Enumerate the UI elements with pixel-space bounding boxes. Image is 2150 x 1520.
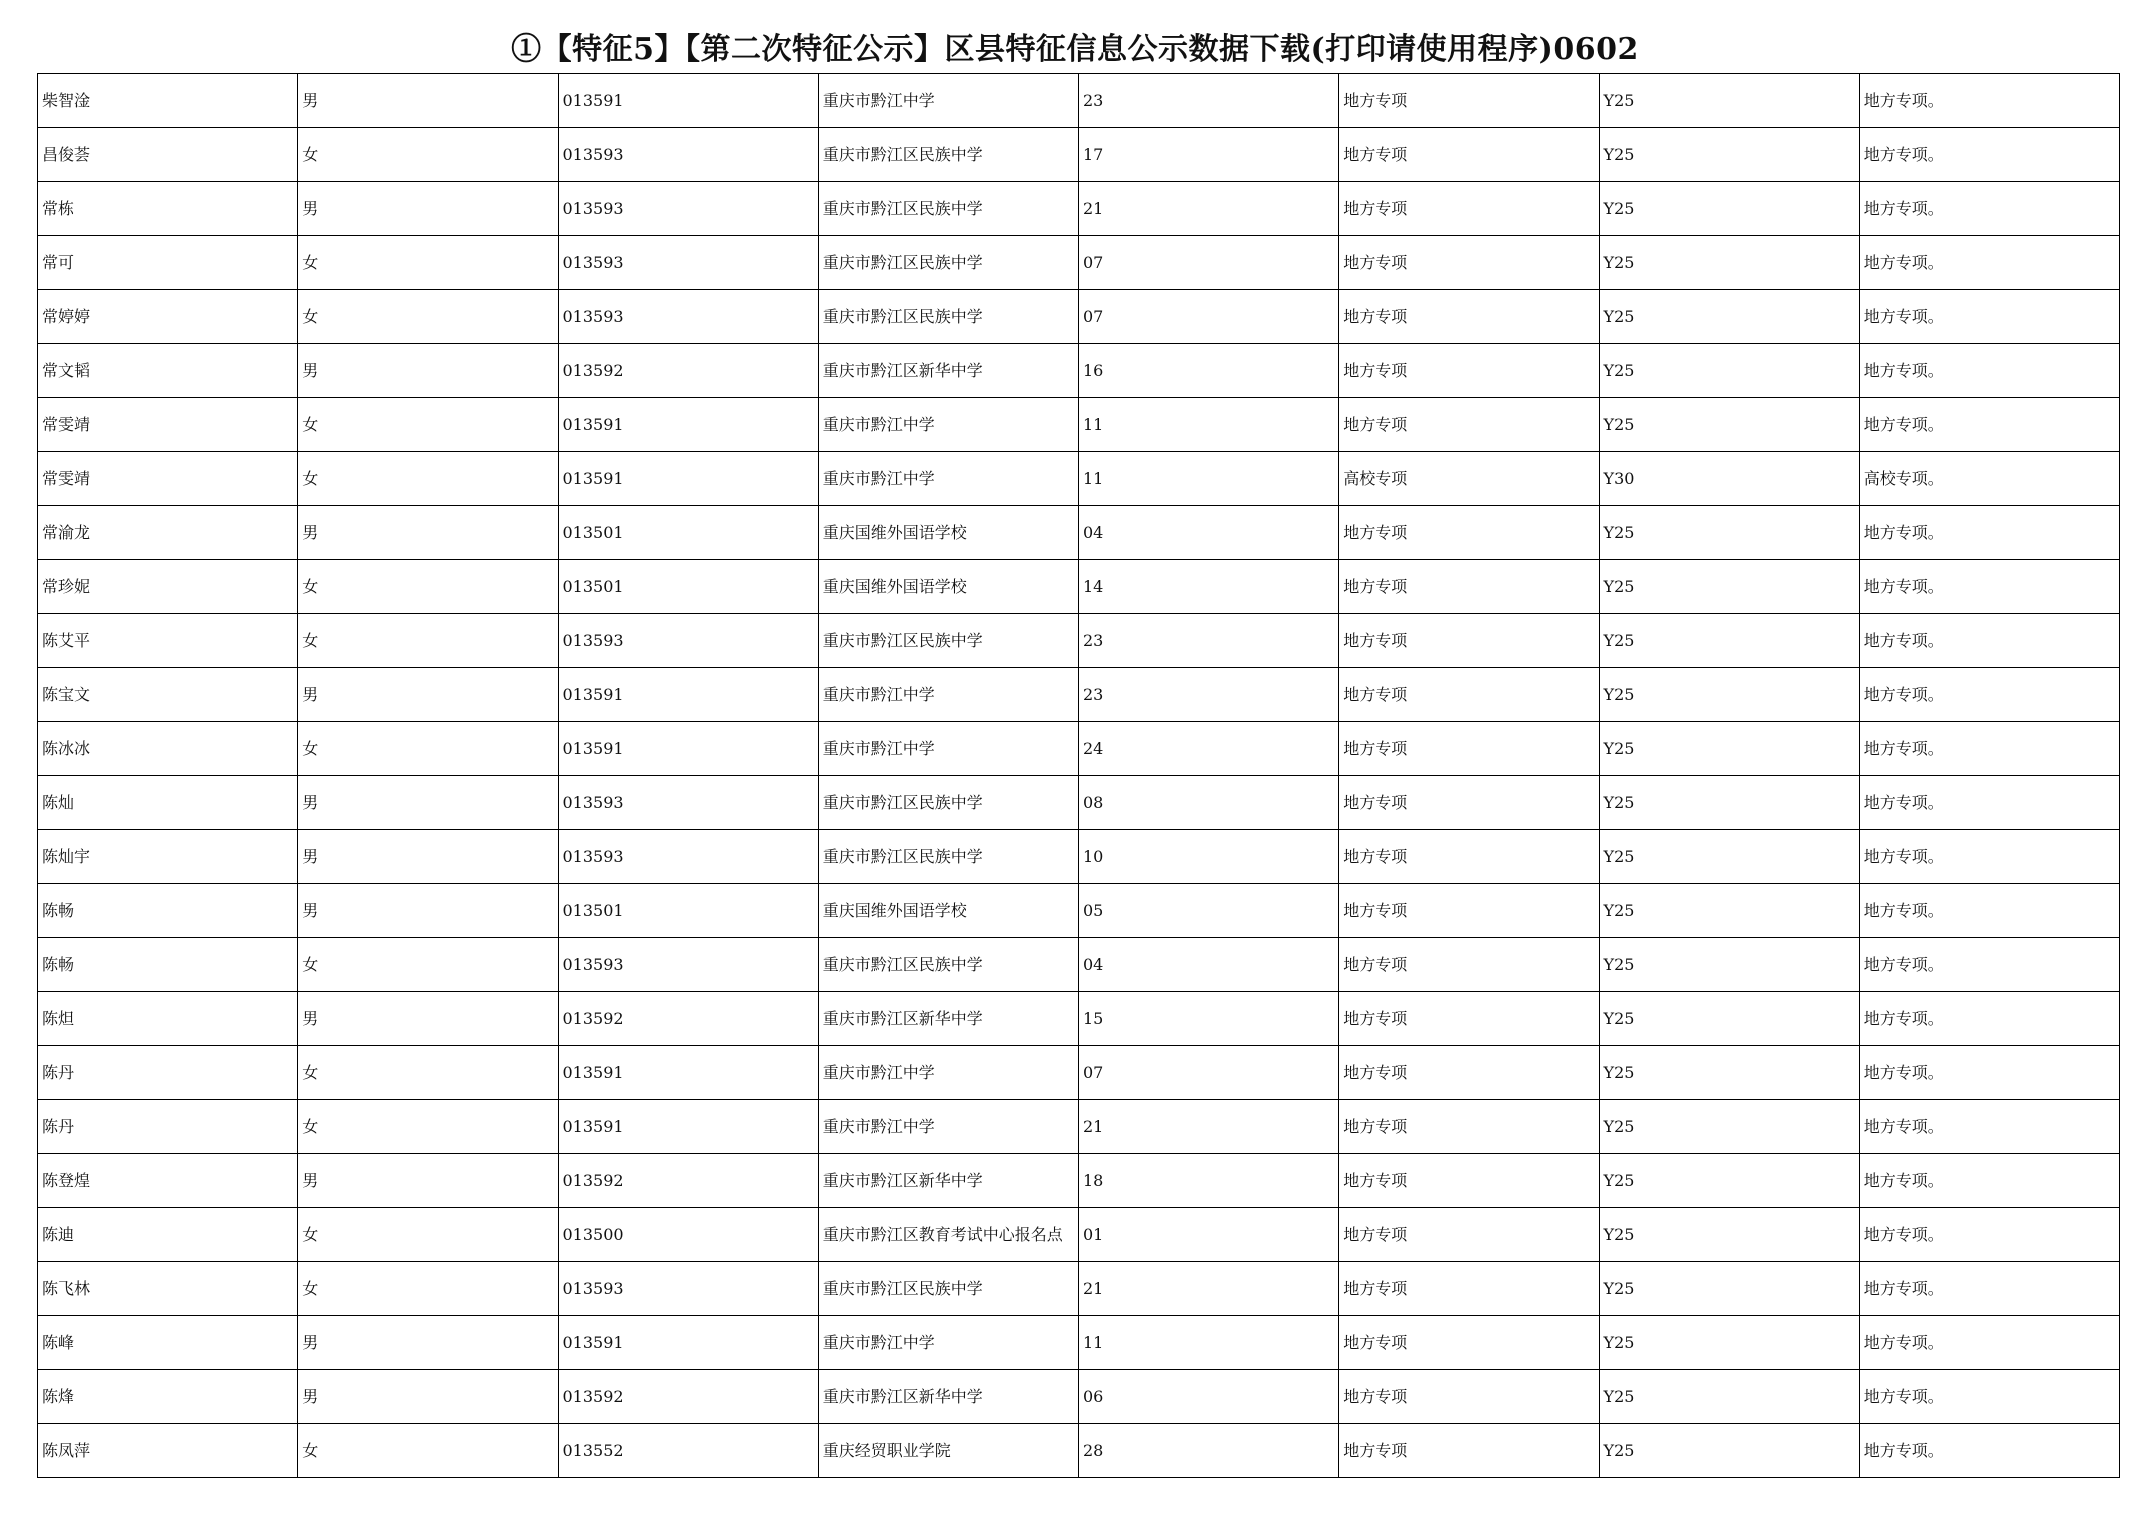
name-cell: 常雯靖: [38, 452, 298, 506]
gender-cell: 男: [298, 1316, 558, 1370]
note-cell: 地方专项。: [1859, 128, 2119, 182]
note-cell: 地方专项。: [1859, 992, 2119, 1046]
code-cell: 013593: [558, 776, 818, 830]
number-cell: 21: [1079, 1262, 1339, 1316]
type-code-cell: Y25: [1599, 1208, 1859, 1262]
table-row: [38, 344, 2120, 398]
gender-cell: 女: [298, 452, 558, 506]
school-cell: 重庆市黔江区新华中学: [818, 1154, 1078, 1208]
category-cell: 地方专项: [1339, 1370, 1599, 1424]
gender-cell: 男: [298, 776, 558, 830]
gender-cell: 男: [298, 992, 558, 1046]
number-cell: 23: [1079, 668, 1339, 722]
code-cell: 013593: [558, 1262, 818, 1316]
type-code-cell: Y25: [1599, 1262, 1859, 1316]
number-cell: 16: [1079, 344, 1339, 398]
school-cell: 重庆市黔江区新华中学: [818, 992, 1078, 1046]
type-code-cell: Y25: [1599, 830, 1859, 884]
number-cell: 18: [1079, 1154, 1339, 1208]
name-cell: 陈飞林: [38, 1262, 298, 1316]
gender-cell: 女: [298, 938, 558, 992]
code-cell: 013593: [558, 182, 818, 236]
code-cell: 013593: [558, 938, 818, 992]
school-cell: 重庆市黔江区民族中学: [818, 236, 1078, 290]
note-cell: 地方专项。: [1859, 236, 2119, 290]
number-cell: 28: [1079, 1424, 1339, 1478]
name-cell: 常栋: [38, 182, 298, 236]
school-cell: 重庆市黔江中学: [818, 1100, 1078, 1154]
note-cell: 地方专项。: [1859, 560, 2119, 614]
category-cell: 地方专项: [1339, 1100, 1599, 1154]
school-cell: 重庆市黔江中学: [818, 668, 1078, 722]
school-cell: 重庆市黔江中学: [818, 74, 1078, 128]
category-cell: 地方专项: [1339, 560, 1599, 614]
type-code-cell: Y25: [1599, 344, 1859, 398]
category-cell: 地方专项: [1339, 992, 1599, 1046]
table-row: [38, 1154, 2120, 1208]
school-cell: 重庆市黔江中学: [818, 452, 1078, 506]
note-cell: 地方专项。: [1859, 668, 2119, 722]
code-cell: 013593: [558, 236, 818, 290]
number-cell: 23: [1079, 614, 1339, 668]
number-cell: 11: [1079, 452, 1339, 506]
gender-cell: 女: [298, 1100, 558, 1154]
school-cell: 重庆市黔江区民族中学: [818, 614, 1078, 668]
number-cell: 08: [1079, 776, 1339, 830]
gender-cell: 男: [298, 1154, 558, 1208]
name-cell: 昌俊荟: [38, 128, 298, 182]
note-cell: 地方专项。: [1859, 290, 2119, 344]
school-cell: 重庆国维外国语学校: [818, 560, 1078, 614]
category-cell: 地方专项: [1339, 74, 1599, 128]
code-cell: 013501: [558, 506, 818, 560]
type-code-cell: Y30: [1599, 452, 1859, 506]
type-code-cell: Y25: [1599, 1154, 1859, 1208]
table-row: [38, 1262, 2120, 1316]
school-cell: 重庆国维外国语学校: [818, 884, 1078, 938]
type-code-cell: Y25: [1599, 1316, 1859, 1370]
category-cell: 地方专项: [1339, 344, 1599, 398]
number-cell: 04: [1079, 506, 1339, 560]
code-cell: 013591: [558, 74, 818, 128]
name-cell: 陈灿: [38, 776, 298, 830]
number-cell: 23: [1079, 74, 1339, 128]
category-cell: 地方专项: [1339, 614, 1599, 668]
type-code-cell: Y25: [1599, 398, 1859, 452]
table-row: [38, 398, 2120, 452]
number-cell: 17: [1079, 128, 1339, 182]
school-cell: 重庆市黔江区民族中学: [818, 830, 1078, 884]
type-code-cell: Y25: [1599, 182, 1859, 236]
number-cell: 10: [1079, 830, 1339, 884]
table-row: [38, 992, 2120, 1046]
school-cell: 重庆市黔江区民族中学: [818, 938, 1078, 992]
name-cell: 常婷婷: [38, 290, 298, 344]
code-cell: 013593: [558, 128, 818, 182]
data-table-container: [37, 73, 2119, 1478]
number-cell: 24: [1079, 722, 1339, 776]
number-cell: 04: [1079, 938, 1339, 992]
name-cell: 柴智淦: [38, 74, 298, 128]
note-cell: 地方专项。: [1859, 614, 2119, 668]
name-cell: 常雯靖: [38, 398, 298, 452]
table-row: [38, 776, 2120, 830]
category-cell: 地方专项: [1339, 722, 1599, 776]
table-row: [38, 1370, 2120, 1424]
table-row: [38, 722, 2120, 776]
code-cell: 013500: [558, 1208, 818, 1262]
note-cell: 地方专项。: [1859, 776, 2119, 830]
note-cell: 地方专项。: [1859, 1262, 2119, 1316]
gender-cell: 女: [298, 1208, 558, 1262]
code-cell: 013591: [558, 1100, 818, 1154]
note-cell: 地方专项。: [1859, 1208, 2119, 1262]
gender-cell: 男: [298, 668, 558, 722]
note-cell: 地方专项。: [1859, 506, 2119, 560]
school-cell: 重庆市黔江区民族中学: [818, 776, 1078, 830]
type-code-cell: Y25: [1599, 1100, 1859, 1154]
code-cell: 013552: [558, 1424, 818, 1478]
category-cell: 地方专项: [1339, 1046, 1599, 1100]
type-code-cell: Y25: [1599, 668, 1859, 722]
type-code-cell: Y25: [1599, 506, 1859, 560]
note-cell: 地方专项。: [1859, 830, 2119, 884]
category-cell: 地方专项: [1339, 236, 1599, 290]
name-cell: 陈灿宇: [38, 830, 298, 884]
table-row: [38, 830, 2120, 884]
code-cell: 013591: [558, 398, 818, 452]
type-code-cell: Y25: [1599, 290, 1859, 344]
category-cell: 地方专项: [1339, 290, 1599, 344]
gender-cell: 女: [298, 722, 558, 776]
code-cell: 013591: [558, 668, 818, 722]
number-cell: 14: [1079, 560, 1339, 614]
note-cell: 地方专项。: [1859, 938, 2119, 992]
code-cell: 013592: [558, 992, 818, 1046]
gender-cell: 男: [298, 344, 558, 398]
school-cell: 重庆市黔江区民族中学: [818, 290, 1078, 344]
number-cell: 07: [1079, 236, 1339, 290]
category-cell: 地方专项: [1339, 506, 1599, 560]
number-cell: 21: [1079, 1100, 1339, 1154]
gender-cell: 男: [298, 1370, 558, 1424]
gender-cell: 女: [298, 560, 558, 614]
type-code-cell: Y25: [1599, 992, 1859, 1046]
note-cell: 地方专项。: [1859, 182, 2119, 236]
table-row: [38, 74, 2120, 128]
table-row: [38, 1100, 2120, 1154]
gender-cell: 女: [298, 614, 558, 668]
code-cell: 013593: [558, 830, 818, 884]
table-row: [38, 560, 2120, 614]
table-row: [38, 452, 2120, 506]
type-code-cell: Y25: [1599, 74, 1859, 128]
name-cell: 陈畅: [38, 884, 298, 938]
name-cell: 陈凤萍: [38, 1424, 298, 1478]
name-cell: 常珍妮: [38, 560, 298, 614]
type-code-cell: Y25: [1599, 884, 1859, 938]
gender-cell: 女: [298, 1424, 558, 1478]
gender-cell: 女: [298, 128, 558, 182]
category-cell: 地方专项: [1339, 1316, 1599, 1370]
category-cell: 地方专项: [1339, 938, 1599, 992]
gender-cell: 男: [298, 74, 558, 128]
table-row: [38, 128, 2120, 182]
type-code-cell: Y25: [1599, 938, 1859, 992]
school-cell: 重庆市黔江区新华中学: [818, 344, 1078, 398]
number-cell: 06: [1079, 1370, 1339, 1424]
category-cell: 地方专项: [1339, 884, 1599, 938]
table-row: [38, 938, 2120, 992]
name-cell: 陈冰冰: [38, 722, 298, 776]
school-cell: 重庆市黔江中学: [818, 1316, 1078, 1370]
table-row: [38, 1208, 2120, 1262]
note-cell: 地方专项。: [1859, 884, 2119, 938]
note-cell: 地方专项。: [1859, 1424, 2119, 1478]
category-cell: 地方专项: [1339, 776, 1599, 830]
type-code-cell: Y25: [1599, 1424, 1859, 1478]
number-cell: 15: [1079, 992, 1339, 1046]
code-cell: 013591: [558, 1316, 818, 1370]
code-cell: 013593: [558, 614, 818, 668]
number-cell: 07: [1079, 290, 1339, 344]
gender-cell: 女: [298, 398, 558, 452]
school-cell: 重庆市黔江区民族中学: [818, 128, 1078, 182]
name-cell: 陈登煌: [38, 1154, 298, 1208]
number-cell: 05: [1079, 884, 1339, 938]
code-cell: 013592: [558, 1370, 818, 1424]
code-cell: 013591: [558, 452, 818, 506]
name-cell: 陈迪: [38, 1208, 298, 1262]
category-cell: 地方专项: [1339, 182, 1599, 236]
gender-cell: 女: [298, 290, 558, 344]
note-cell: 地方专项。: [1859, 1154, 2119, 1208]
name-cell: 陈丹: [38, 1046, 298, 1100]
note-cell: 地方专项。: [1859, 398, 2119, 452]
type-code-cell: Y25: [1599, 1046, 1859, 1100]
number-cell: 11: [1079, 1316, 1339, 1370]
table-row: [38, 1046, 2120, 1100]
code-cell: 013592: [558, 1154, 818, 1208]
name-cell: 常渝龙: [38, 506, 298, 560]
school-cell: 重庆市黔江中学: [818, 398, 1078, 452]
table-row: [38, 1316, 2120, 1370]
code-cell: 013593: [558, 290, 818, 344]
table-row: [38, 236, 2120, 290]
note-cell: 地方专项。: [1859, 1100, 2119, 1154]
data-table: [37, 73, 2120, 1478]
school-cell: 重庆市黔江区民族中学: [818, 1262, 1078, 1316]
note-cell: 地方专项。: [1859, 344, 2119, 398]
type-code-cell: Y25: [1599, 776, 1859, 830]
table-row: [38, 506, 2120, 560]
school-cell: 重庆市黔江区教育考试中心报名点: [818, 1208, 1078, 1262]
category-cell: 地方专项: [1339, 1154, 1599, 1208]
table-row: [38, 1424, 2120, 1478]
gender-cell: 女: [298, 1262, 558, 1316]
note-cell: 地方专项。: [1859, 1370, 2119, 1424]
category-cell: 地方专项: [1339, 1262, 1599, 1316]
type-code-cell: Y25: [1599, 128, 1859, 182]
school-cell: 重庆市黔江中学: [818, 1046, 1078, 1100]
code-cell: 013501: [558, 884, 818, 938]
school-cell: 重庆市黔江区民族中学: [818, 182, 1078, 236]
category-cell: 地方专项: [1339, 1424, 1599, 1478]
school-cell: 重庆市黔江中学: [818, 722, 1078, 776]
number-cell: 21: [1079, 182, 1339, 236]
note-cell: 地方专项。: [1859, 74, 2119, 128]
table-body: [38, 74, 2120, 1478]
note-cell: 地方专项。: [1859, 1316, 2119, 1370]
name-cell: 陈艾平: [38, 614, 298, 668]
gender-cell: 男: [298, 506, 558, 560]
number-cell: 01: [1079, 1208, 1339, 1262]
school-cell: 重庆国维外国语学校: [818, 506, 1078, 560]
school-cell: 重庆经贸职业学院: [818, 1424, 1078, 1478]
code-cell: 013591: [558, 1046, 818, 1100]
name-cell: 陈丹: [38, 1100, 298, 1154]
category-cell: 地方专项: [1339, 668, 1599, 722]
name-cell: 陈炟: [38, 992, 298, 1046]
category-cell: 地方专项: [1339, 128, 1599, 182]
name-cell: 常可: [38, 236, 298, 290]
gender-cell: 女: [298, 1046, 558, 1100]
note-cell: 高校专项。: [1859, 452, 2119, 506]
table-row: [38, 182, 2120, 236]
gender-cell: 男: [298, 884, 558, 938]
gender-cell: 男: [298, 182, 558, 236]
number-cell: 11: [1079, 398, 1339, 452]
name-cell: 常文韬: [38, 344, 298, 398]
type-code-cell: Y25: [1599, 1370, 1859, 1424]
code-cell: 013501: [558, 560, 818, 614]
code-cell: 013591: [558, 722, 818, 776]
category-cell: 地方专项: [1339, 398, 1599, 452]
code-cell: 013592: [558, 344, 818, 398]
name-cell: 陈峰: [38, 1316, 298, 1370]
gender-cell: 女: [298, 236, 558, 290]
name-cell: 陈宝文: [38, 668, 298, 722]
type-code-cell: Y25: [1599, 560, 1859, 614]
type-code-cell: Y25: [1599, 722, 1859, 776]
table-row: [38, 290, 2120, 344]
gender-cell: 男: [298, 830, 558, 884]
name-cell: 陈畅: [38, 938, 298, 992]
page-title: ①【特征5】【第二次特征公示】区县特征信息公示数据下载(打印请使用程序)0602: [511, 32, 1639, 67]
category-cell: 地方专项: [1339, 830, 1599, 884]
category-cell: 高校专项: [1339, 452, 1599, 506]
type-code-cell: Y25: [1599, 236, 1859, 290]
number-cell: 07: [1079, 1046, 1339, 1100]
type-code-cell: Y25: [1599, 614, 1859, 668]
table-row: [38, 884, 2120, 938]
school-cell: 重庆市黔江区新华中学: [818, 1370, 1078, 1424]
name-cell: 陈烽: [38, 1370, 298, 1424]
note-cell: 地方专项。: [1859, 1046, 2119, 1100]
table-row: [38, 614, 2120, 668]
table-row: [38, 668, 2120, 722]
note-cell: 地方专项。: [1859, 722, 2119, 776]
category-cell: 地方专项: [1339, 1208, 1599, 1262]
